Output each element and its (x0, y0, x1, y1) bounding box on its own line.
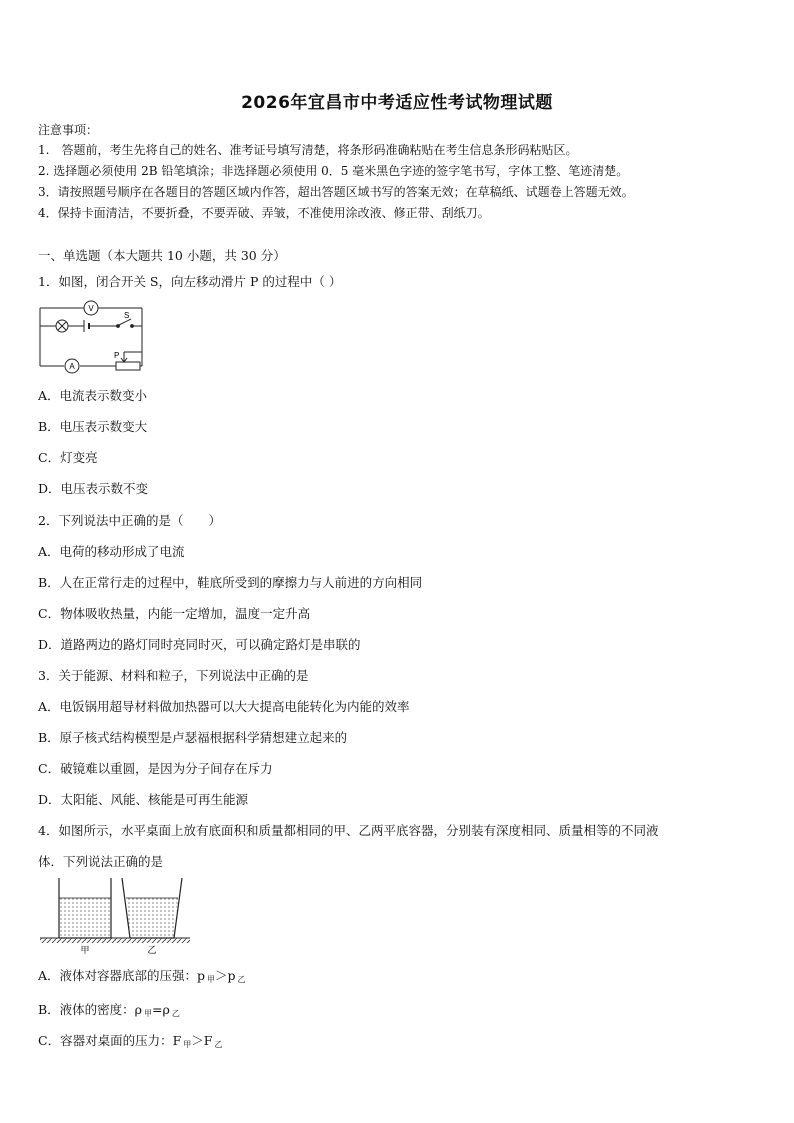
container-jia-label: 甲 (80, 946, 90, 954)
q3-option-b: B．原子核式结构模型是卢瑟福根据科学猜想建立起来的 (38, 730, 348, 745)
q3-option-a: A．电饭锅用超导材料做加热器可以大大提高电能转化为内能的效率 (38, 699, 410, 714)
q1-option-c: C．灯变亮 (38, 450, 98, 465)
q2-option-d: D．道路两边的路灯同时亮同时灭，可以确定路灯是串联的 (38, 637, 361, 652)
container-yi-label: 乙 (147, 946, 157, 954)
voltmeter-label: V (88, 304, 94, 313)
notice-heading: 注意事项： (38, 123, 99, 137)
q4-option-b-rel: =ρ (152, 1002, 170, 1017)
q1-option-d: D．电压表示数不变 (38, 481, 149, 496)
q1-option-b: B．电压表示数变大 (38, 419, 148, 434)
page-title: 2026年宜昌市中考适应性考试物理试题 (241, 93, 553, 113)
subscript-jia: 甲 (207, 975, 216, 984)
section-heading: 一、单选题（本大题共 10 小题，共 30 分） (38, 248, 286, 263)
notice-item: 3．请按照题号顺序在各题目的答题区域内作答，超出答题区域书写的答案无效；在草稿纸、试题卷上答题无效。 (38, 185, 634, 199)
question-2-stem: 2．下列说法中正确的是（ ） (38, 513, 221, 528)
q2-option-c: C．物体吸收热量，内能一定增加，温度一定升高 (38, 606, 311, 621)
q2-option-b: B．人在正常行走的过程中，鞋底所受到的摩擦力与人前进的方向相同 (38, 575, 423, 590)
q1-option-a: A．电流表示数变小 (38, 388, 148, 403)
q4-option-b-text: B．液体的密度：ρ (38, 1002, 143, 1017)
subscript-yi: 乙 (214, 1040, 223, 1049)
q3-option-c: C．破镜难以重圆，是因为分子间存在斥力 (38, 761, 273, 776)
subscript-yi: 乙 (237, 975, 246, 984)
subscript-jia: 甲 (183, 1040, 192, 1049)
circuit-diagram (36, 296, 148, 374)
q2-option-a: A．电荷的移动形成了电流 (38, 544, 185, 559)
notice-item: 4．保持卡面清洁，不要折叠，不要弄破、弄皱，不准使用涂改液、修正带、刮纸刀。 (38, 206, 490, 220)
containers-diagram (36, 874, 196, 954)
q4-option-c-rel: ＞F (191, 1033, 213, 1048)
question-3-stem: 3．关于能源、材料和粒子，下列说法中正确的是 (38, 668, 309, 683)
question-4-stem-cont: 体．下列说法正确的是 (38, 854, 164, 869)
question-1-stem: 1．如图，闭合开关 S，向左移动滑片 P 的过程中（ ） (38, 274, 342, 289)
notice-item: 1. 答题前，考生先将自己的姓名、准考证号填写清楚，将条形码准确粘贴在考生信息条形码粘贴区。 (38, 143, 578, 157)
q4-option-c-text: C．容器对桌面的压力：F (38, 1033, 182, 1048)
q4-option-a (38, 966, 246, 985)
q4-option-b (38, 1000, 180, 1019)
q4-option-a-text: A．液体对容器底部的压强：p (38, 968, 206, 983)
q3-option-d: D．太阳能、风能、核能是可再生能源 (38, 792, 249, 807)
switch-label: S (124, 311, 130, 320)
ammeter-label: A (69, 362, 75, 371)
notice-item: 2. 选择题必须使用 2B 铅笔填涂；非选择题必须使用 0．5 毫米黑色字迹的签字笔书写，字体工整、笔迹清楚。 (38, 164, 629, 178)
q4-option-a-rel: ＞p (215, 968, 236, 983)
subscript-jia: 甲 (144, 1009, 153, 1018)
subscript-yi: 乙 (171, 1009, 180, 1018)
slider-label: P (114, 351, 120, 360)
q4-option-c (38, 1031, 222, 1050)
question-4-stem: 4．如图所示，水平桌面上放有底面积和质量都相同的甲、乙两平底容器，分别装有深度相同、质量相等的不同液 (38, 823, 659, 838)
